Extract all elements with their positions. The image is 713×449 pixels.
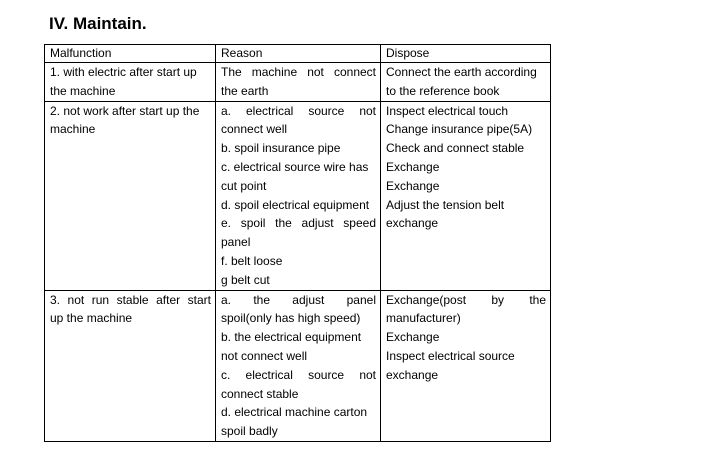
dispose-cell <box>381 101 551 290</box>
cell-line: up the machine <box>50 311 133 326</box>
cell-line: connect stable <box>221 386 299 401</box>
maintenance-table <box>44 44 551 442</box>
cell-line: Inspect electrical touch <box>386 103 509 118</box>
malfunction-cell <box>45 290 216 441</box>
cell-line: spoil(only has high speed) <box>221 311 361 326</box>
cell-line: Exchange <box>386 330 440 345</box>
section-heading: IV. Maintain. <box>49 14 147 33</box>
cell-line: 2. not work after start up the <box>50 103 200 118</box>
table-row <box>45 290 551 441</box>
header-reason: Reason <box>216 45 381 63</box>
cell-line: spoil badly <box>221 424 278 439</box>
cell-line: d. electrical machine carton <box>221 405 368 420</box>
cell-line: c. electrical source not <box>221 367 376 382</box>
dispose-cell <box>381 290 551 441</box>
reason-cell <box>216 101 381 290</box>
table-row <box>45 101 551 290</box>
cell-line: Exchange <box>386 159 440 174</box>
cell-line: g belt cut <box>221 272 270 287</box>
dispose-cell <box>381 63 551 102</box>
header-malfunction: Malfunction <box>45 45 216 63</box>
malfunction-cell <box>45 63 216 102</box>
cell-line: Change insurance pipe(5A) <box>386 122 533 137</box>
table-header-row <box>45 45 551 63</box>
cell-line: c. electrical source wire has <box>221 159 369 174</box>
cell-line: exchange <box>386 367 439 382</box>
cell-line: Inspect electrical source <box>386 348 515 363</box>
cell-line: d. spoil electrical equipment <box>221 197 370 212</box>
malfunction-cell <box>45 101 216 290</box>
cell-line: b. the electrical equipment <box>221 330 362 345</box>
cell-line: manufacturer) <box>386 311 461 326</box>
cell-line: 1. with electric after start up <box>50 65 197 79</box>
cell-line: Exchange(post by the <box>386 292 546 307</box>
cell-line: Adjust the tension belt <box>386 197 505 212</box>
cell-line: b. spoil insurance pipe <box>221 141 341 156</box>
cell-line: exchange <box>386 216 439 231</box>
cell-line: Check and connect stable <box>386 141 525 156</box>
cell-line: the earth <box>221 83 269 98</box>
cell-line: panel <box>221 235 251 250</box>
cell-line: not connect well <box>221 348 308 363</box>
cell-line: Exchange <box>386 178 440 193</box>
cell-line: 3. not run stable after start <box>50 292 211 307</box>
reason-cell <box>216 63 381 102</box>
cell-line: e. spoil the adjust speed <box>221 216 376 231</box>
header-dispose: Dispose <box>381 45 551 63</box>
cell-line: Connect the earth according <box>386 65 537 79</box>
cell-line: to the reference book <box>386 83 500 98</box>
cell-line: f. belt loose <box>221 253 283 268</box>
cell-line: machine <box>50 122 96 137</box>
cell-line: connect well <box>221 122 288 137</box>
cell-line: The machine not connect <box>221 65 376 79</box>
cell-line: the machine <box>50 83 116 98</box>
cell-line: cut point <box>221 178 267 193</box>
cell-line: a. electrical source not <box>221 103 376 118</box>
table-row <box>45 63 551 102</box>
cell-line: a. the adjust panel <box>221 292 376 307</box>
reason-cell <box>216 290 381 441</box>
